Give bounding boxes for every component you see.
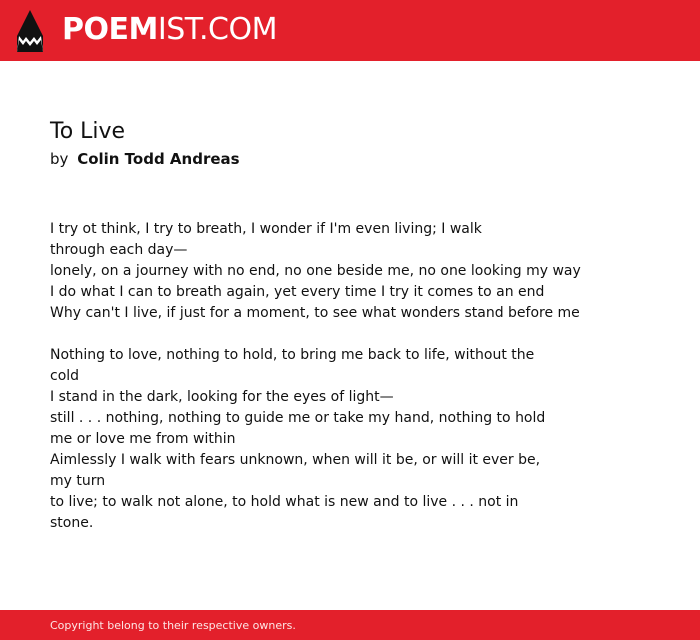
poem-line: still . . . nothing, nothing to guide me or take my hand, nothing to hold [50,410,546,426]
site-footer [0,610,700,640]
poem-line: I do what I can to breath again, yet every time I try it comes to an end [50,284,545,300]
stanza-break [50,324,650,345]
poem-line: Why can't I live, if just for a moment, to see what wonders stand before me [50,305,580,321]
poem-line: to live; to walk not alone, to hold what is new and to live . . . not in [50,494,519,510]
stanza [50,219,650,324]
poem-line: through each day— [50,242,188,258]
poem-line: stone. [50,515,94,531]
brand-light: IST.COM [157,12,277,47]
site-header [0,0,700,61]
poem-byline [50,149,240,169]
poem-title: To Live [50,119,126,144]
pencil-tip-icon[interactable] [17,10,43,52]
poem-line: Nothing to love, nothing to hold, to bring me back to life, without the [50,347,535,363]
by-label: by [50,150,69,168]
poem-line: lonely, on a journey with no end, no one beside me, no one looking my way [50,263,581,279]
poem-line: I try ot think, I try to breath, I wonder if I'm even living; I walk [50,221,482,237]
poem-line: cold [50,368,80,384]
stanza [50,345,650,534]
copyright-notice: Copyright belong to their respective owners. [50,619,296,632]
poem-line: I stand in the dark, looking for the eyes of light— [50,389,394,405]
brand-bold: POEM [62,12,158,47]
site-logo-text[interactable] [62,13,277,47]
poem-line: Aimlessly I walk with fears unknown, when will it be, or will it ever be, [50,452,541,468]
author-name: Colin Todd Andreas [77,150,240,168]
poem-line: my turn [50,473,106,489]
poem-body [50,219,650,534]
poem-line: me or love me from within [50,431,236,447]
